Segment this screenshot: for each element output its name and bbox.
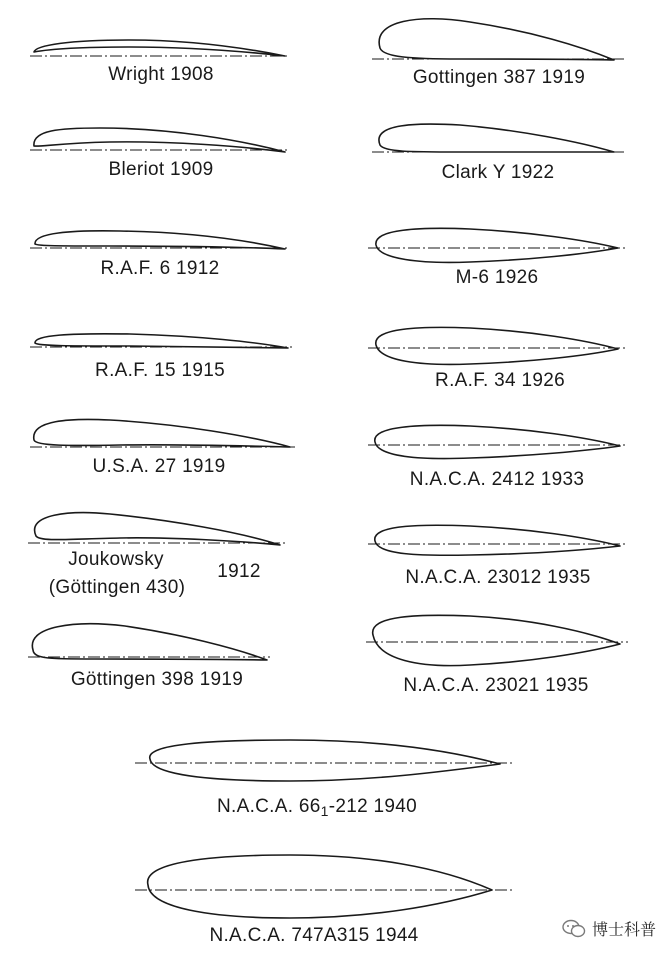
label-naca-23012-1935: N.A.C.A. 23012 1935 xyxy=(405,567,591,588)
watermark xyxy=(562,917,656,940)
chat-bubble-icon xyxy=(562,919,586,939)
airfoil-joukowsky-1912 xyxy=(28,513,285,545)
airfoil-naca-2412-1933 xyxy=(368,425,628,458)
airfoil-clark-y-1922 xyxy=(372,124,626,152)
airfoil-naca-23012-1935 xyxy=(368,525,628,555)
airfoil-bleriot-1909 xyxy=(30,128,288,152)
label-naca-747a315-1944: N.A.C.A. 747A315 1944 xyxy=(209,925,419,946)
label-usa-27-1919: U.S.A. 27 1919 xyxy=(92,456,226,477)
airfoil-naca-23021-1935 xyxy=(366,615,628,665)
label-gottingen-387-1919: Gottingen 387 1919 xyxy=(412,67,586,88)
airfoil-naca-661-212-1940 xyxy=(135,740,512,781)
label-gottingen-430: (Göttingen 430) xyxy=(48,577,186,598)
airfoil-naca-747a315-1944 xyxy=(135,855,512,918)
airfoil-gottingen-398-1919 xyxy=(28,624,270,660)
label-clark-y-1922: Clark Y 1922 xyxy=(441,162,555,183)
label-wright-1908: Wright 1908 xyxy=(108,64,214,85)
airfoil-gottingen-387-1919 xyxy=(372,19,626,60)
label-raf-34-1926: R.A.F. 34 1926 xyxy=(435,370,565,391)
label-naca-2412-1933: N.A.C.A. 2412 1933 xyxy=(409,469,585,490)
label-joukowsky-year: 1912 xyxy=(217,561,261,582)
airfoil-wright-1908 xyxy=(30,40,288,56)
airfoil-raf-34-1926 xyxy=(368,327,628,364)
label-bleriot-1909: Bleriot 1909 xyxy=(108,159,214,180)
airfoil-m-6-1926 xyxy=(368,228,628,262)
airfoil-raf-6-1912 xyxy=(30,231,290,249)
label-naca-661-prefix: N.A.C.A. 66 xyxy=(217,796,321,817)
label-naca-661-subscript: 1 xyxy=(320,803,329,819)
label-gottingen-398-1919: Göttingen 398 1919 xyxy=(70,669,244,690)
label-naca-661-212-1940 xyxy=(217,796,417,822)
label-raf-6-1912: R.A.F. 6 1912 xyxy=(100,258,220,279)
label-naca-23021-1935: N.A.C.A. 23021 1935 xyxy=(403,675,589,696)
airfoil-usa-27-1919 xyxy=(30,419,295,447)
label-raf-15-1915: R.A.F. 15 1915 xyxy=(95,360,225,381)
watermark-text: 博士科普 xyxy=(591,922,656,939)
label-naca-661-suffix: -212 1940 xyxy=(328,796,417,817)
label-m-6-1926: M-6 1926 xyxy=(455,267,539,288)
label-joukowsky: Joukowsky xyxy=(68,549,164,570)
airfoil-raf-15-1915 xyxy=(30,334,292,348)
